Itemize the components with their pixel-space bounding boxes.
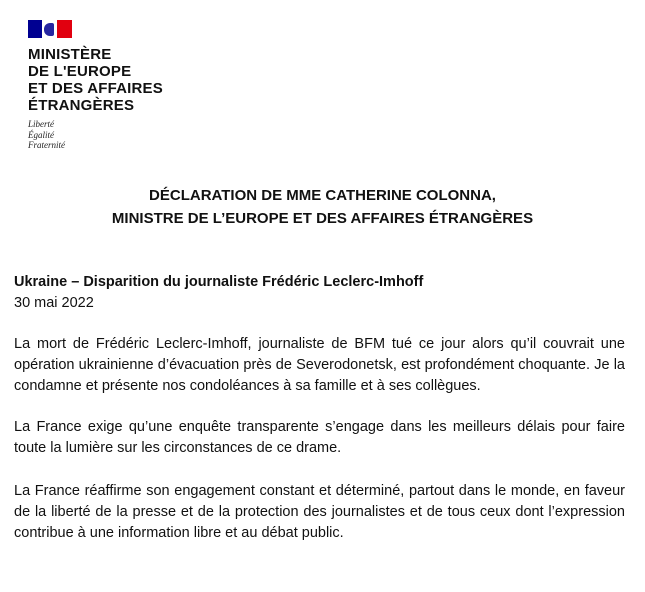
motto-line: Liberté <box>28 119 54 129</box>
ministry-name <box>28 46 163 114</box>
declaration-body <box>14 272 625 544</box>
declaration-date: 30 mai 2022 <box>14 295 94 311</box>
subject-heading: Ukraine – Disparition du journaliste Frédéric Leclerc-Imhoff <box>14 274 424 290</box>
ministry-name-line: ET DES AFFAIRES <box>28 80 163 97</box>
ministry-name-line: DE L'EUROPE <box>28 63 132 80</box>
motto-line: Fraternité <box>28 140 65 150</box>
ministry-logo <box>28 20 163 151</box>
paragraph: La mort de Frédéric Leclerc-Imhoff, journaliste de BFM tué ce jour alors qu’il couvrait une opération ukrainienne d’évacuation près de Severodonetsk, est profondément choquante. Je la condamne et présente nos condoléances à sa famille et à ses collègues. <box>14 336 625 394</box>
ministry-name-line: MINISTÈRE <box>28 46 112 63</box>
paragraph: La France réaffirme son engagement constant et déterminé, partout dans le monde, en faveur de la liberté de la presse et de la protection des journalistes et de tous ceux dont l’expression contribue à une information libre et au débat public. <box>14 483 625 541</box>
declaration-title <box>0 184 645 230</box>
title-line: DÉCLARATION DE MME CATHERINE COLONNA, <box>149 187 496 204</box>
french-flag-marianne-icon <box>28 20 72 38</box>
ministry-name-line: ÉTRANGÈRES <box>28 97 135 114</box>
republic-motto <box>28 119 163 151</box>
title-line: MINISTRE DE L’EUROPE ET DES AFFAIRES ÉTRANGÈRES <box>111 210 534 227</box>
motto-line: Égalité <box>28 129 54 140</box>
paragraph: La France exige qu’une enquête transparente s’engage dans les meilleurs délais pour faire toute la lumière sur les circonstances de ce drame. <box>14 419 625 456</box>
